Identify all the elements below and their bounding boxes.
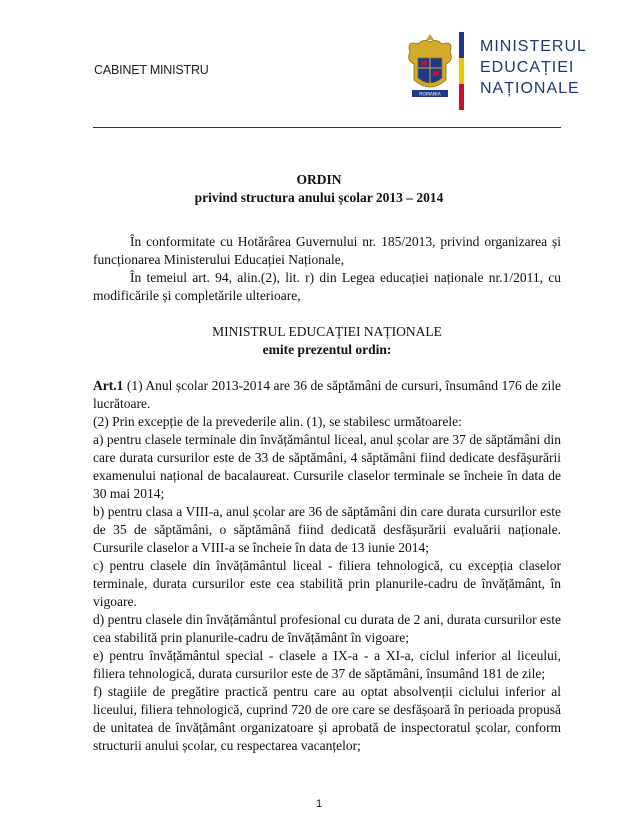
- page-number: 1: [315, 798, 323, 810]
- article-item-a: a) pentru clasele terminale din învățământul liceal, anul școlar are 37 de săptămâni din care durata cursurilor este de 33 de săptămâni, 4 săptămâni fiind dedicate desfășurării examenului național de bacalaureat. Cursurile claselor terminale se încheie în data de 30 mai 2014;: [93, 432, 561, 501]
- issuer-statement: emite prezentul ordin:: [262, 342, 392, 357]
- article-item-e: e) pentru învățământul special - clasele a IX-a - a XI-a, ciclul inferior al liceului, filiera tehnologică, durata cursurilor este de 37 de săptămâni, însumând 181 de zile;: [93, 648, 561, 681]
- cabinet-label: CABINET MINISTRU: [94, 63, 209, 77]
- article-1-paragraph-1: [93, 377, 561, 413]
- article-item-b: b) pentru clasa a VIII-a, anul școlar are 36 de săptămâni din care durata cursurilor este de 35 de săptămâni, o săptămână fiind dedicată desfășurării evaluării naționale. Cursurile claselor a VIII-a se încheie în data de 13 iunie 2014;: [93, 504, 561, 555]
- preamble-paragraph-2: În temeiul art. 94, alin.(2), lit. r) din Legea educației naționale nr.1/2011, cu modificările și completările ulterioare,: [93, 270, 561, 303]
- ministry-name-line-1: MINISTERUL: [480, 38, 587, 55]
- article-item-d: d) pentru clasele din învățământul profesional cu durata de 2 ani, durata cursurilor este cea stabilită prin planurile-cadru de învățământ în vigoare;: [93, 612, 561, 645]
- document-subtitle: privind structura anului școlar 2013 – 2014: [194, 190, 444, 205]
- crest-label: ROMANIA: [419, 92, 441, 98]
- document-title: ORDIN: [296, 172, 342, 187]
- article-1-paragraph-2: (2) Prin excepție de la prevederile alin. (1), se stabilesc următoarele:: [93, 414, 462, 429]
- flag-bars: [459, 32, 464, 110]
- ministry-name-line-2: EDUCAȚIEI: [480, 59, 575, 76]
- article-item-c: c) pentru clasele din învățământul liceal - filiera tehnologică, cu excepția claselor terminale, durata cursurilor este cea stabilită prin planurile-cadru de învățământ, în vigoare.: [93, 558, 561, 609]
- flag-yellow: [459, 58, 464, 84]
- header-divider: [93, 127, 561, 128]
- preamble-paragraph-1: În conformitate cu Hotărârea Guvernului nr. 185/2013, privind organizarea și funcționarea Ministerului Educației Naționale,: [93, 234, 561, 267]
- flag-red: [459, 84, 464, 110]
- article-label: Art.1: [93, 378, 124, 393]
- article-1-text: (1) Anul școlar 2013-2014 are 36 de săptămâni de cursuri, însumând 176 de zile lucrătoare.: [93, 378, 561, 411]
- document-body: [93, 233, 561, 755]
- ministry-name: [480, 36, 587, 99]
- flag-blue: [459, 32, 464, 58]
- coat-of-arms-icon: [404, 30, 456, 102]
- ministry-name-line-3: NAȚIONALE: [480, 80, 580, 97]
- issuer-line: MINISTRUL EDUCAȚIEI NAȚIONALE: [212, 324, 442, 339]
- ministry-logo: [404, 30, 587, 110]
- article-item-f: f) stagiile de pregătire practică pentru care au optat absolvenții ciclului inferior al liceului, filiera tehnologică, cuprind 720 de ore care se desfășoară în perioada propusă de unitatea de învățământ organizatoare și aprobată de inspectoratul școlar, conform structurii anului școlar, cu respectarea vacanțelor;: [93, 684, 561, 753]
